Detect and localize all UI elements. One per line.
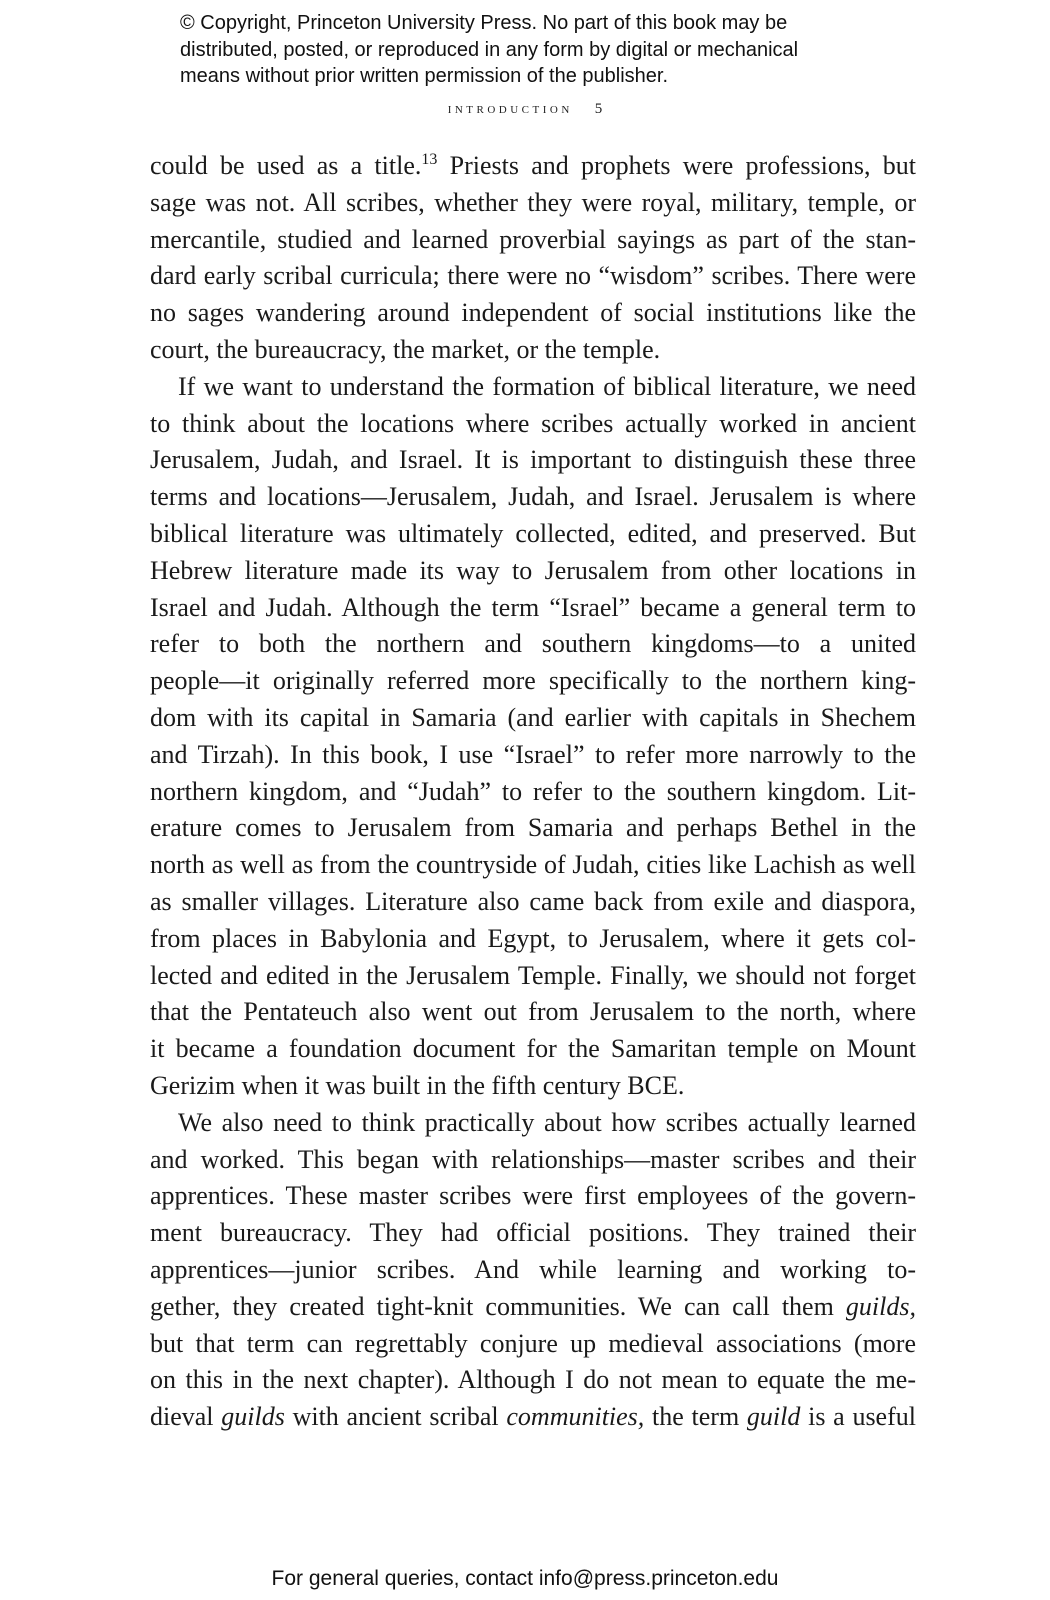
page-number: 5: [594, 101, 603, 117]
text-segment: gether, they created tight-knit communities. We can call them: [150, 1291, 846, 1321]
running-head: [0, 101, 1050, 118]
body-text: [150, 148, 916, 1436]
text-line: Hebrew literature made its way to Jerusalem from other locations in: [150, 555, 916, 585]
footer-contact: For general queries, contact info@press.princeton.edu: [271, 1567, 779, 1590]
text-line: lected and edited in the Jerusalem Temple. Finally, we should not forget: [150, 960, 916, 990]
copyright-notice: [180, 10, 940, 90]
text-line: If we want to understand the formation of biblical literature, we need: [178, 371, 916, 401]
text-line: Jerusalem, Judah, and Israel. It is important to distinguish these three: [150, 445, 916, 475]
running-head-section: introduction: [447, 101, 573, 117]
footnote-marker[interactable]: 13: [421, 151, 438, 168]
text-segment: is a useful: [800, 1402, 916, 1432]
text-line: refer to both the northern and southern kingdoms—to a united: [150, 629, 916, 659]
italic-term: guild: [746, 1402, 801, 1432]
italic-term: guilds,: [845, 1291, 916, 1321]
text-line: north as well as from the countryside of Judah, cities like Lachish as well: [150, 850, 916, 880]
text-line: it became a foundation document for the Samaritan temple on Mount: [150, 1034, 916, 1064]
copyright-line: distributed, posted, or reproduced in any form by digital or mechanical: [180, 38, 799, 61]
text-line: biblical literature was ultimately collected, edited, and preserved. But: [150, 518, 916, 548]
text-line: northern kingdom, and “Judah” to refer to the southern kingdom. Lit-: [150, 776, 916, 806]
text-line: to think about the locations where scribes actually worked in ancient: [150, 408, 916, 438]
text-line: no sages wandering around independent of social institutions like the: [150, 298, 916, 328]
text-line: and Tirzah). In this book, I use “Israel” to refer more narrowly to the: [150, 739, 916, 769]
text-segment: the term: [644, 1402, 747, 1432]
text-line: court, the bureaucracy, the market, or the temple.: [150, 334, 661, 364]
text-segment: dieval: [150, 1402, 222, 1432]
text-line: sage was not. All scribes, whether they were royal, military, temple, or: [150, 187, 916, 217]
text-line: apprentices—junior scribes. And while learning and working to-: [150, 1254, 916, 1284]
text-line: that the Pentateuch also went out from Jerusalem to the north, where: [150, 997, 916, 1027]
text-line: and worked. This began with relationships—master scribes and their: [150, 1144, 916, 1174]
text-line: erature comes to Jerusalem from Samaria and perhaps Bethel in the: [150, 813, 916, 843]
text-line: [150, 1399, 916, 1436]
text-line: mercantile, studied and learned proverbial sayings as part of the stan-: [150, 224, 916, 254]
text-line: We also need to think practically about how scribes actually learned: [178, 1107, 916, 1137]
text-line: as smaller villages. Literature also came back from exile and diaspora,: [150, 886, 916, 916]
text-line: dom with its capital in Samaria (and earlier with capitals in Shechem: [150, 702, 916, 732]
text-line: dard early scribal curricula; there were no “wisdom” scribes. There were: [150, 261, 916, 291]
copyright-line: © Copyright, Princeton University Press. No part of this book may be: [180, 12, 788, 34]
text-segment: with ancient scribal: [284, 1402, 507, 1432]
italic-term: guilds: [221, 1402, 285, 1432]
text-line: Gerizim when it was built in the fifth century BCE.: [150, 1070, 685, 1100]
text-line: Israel and Judah. Although the term “Israel” became a general term to: [150, 592, 916, 622]
text-segment: could be used as a title.: [150, 151, 422, 180]
text-line: [150, 1289, 916, 1326]
text-line: on this in the next chapter). Although I do not mean to equate the me-: [150, 1365, 916, 1395]
text-line: terms and locations—Jerusalem, Judah, and Israel. Jerusalem is where: [150, 482, 916, 512]
text-line: but that term can regrettably conjure up medieval associations (more: [150, 1328, 916, 1358]
text-line: [150, 148, 916, 185]
text-line: people—it originally referred more specifically to the northern king-: [150, 666, 916, 696]
text-line: from places in Babylonia and Egypt, to Jerusalem, where it gets col-: [150, 923, 916, 953]
copyright-line: means without prior written permission of the publisher.: [180, 65, 669, 87]
text-line: ment bureaucracy. They had official positions. They trained their: [150, 1218, 916, 1248]
text-line: apprentices. These master scribes were first employees of the govern-: [150, 1181, 916, 1211]
italic-term: communities,: [506, 1402, 645, 1432]
text-segment: Priests and prophets were professions, but: [437, 151, 916, 180]
